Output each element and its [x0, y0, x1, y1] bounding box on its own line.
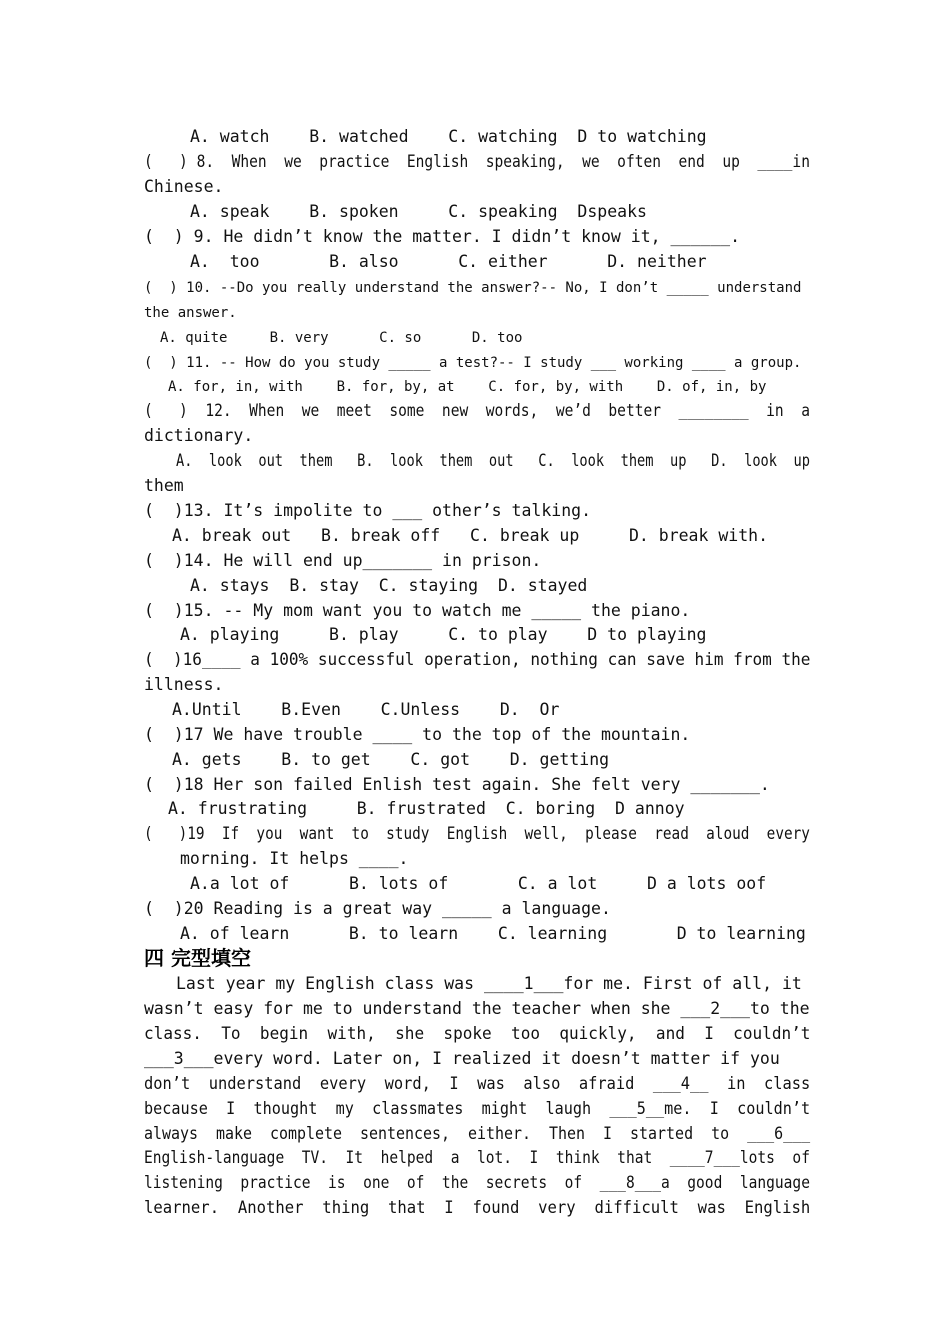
- cloze-line-10: learner. Another thing that I found very difficult was English: [144, 1198, 811, 1217]
- q17-options: A. gets B. to get C. got D. getting: [172, 750, 610, 769]
- q9-stem: ( ) 9. He didn’t know the matter. I didn’t know it, ______.: [144, 227, 741, 246]
- q15-options: A. playing B. play C. to play D to playing: [180, 625, 707, 644]
- q8-stem: ( ) 8. When we practice English speaking, we often end up ____in: [144, 152, 810, 171]
- q12-options-cont: them: [144, 476, 184, 495]
- q12-stem: ( ) 12. When we meet some new words, we’d better ________ in a: [144, 401, 810, 420]
- q15-stem: ( )15. -- My mom want you to watch me _____ the piano.: [144, 601, 691, 620]
- q12-stem-cont: dictionary.: [144, 426, 254, 445]
- q14-stem: ( )14. He will end up_______ in prison.: [144, 551, 542, 570]
- section-heading: 四 完型填空: [144, 946, 251, 970]
- cloze-line-5: don’t understand every word, I was also afraid ___4__ in class: [144, 1074, 811, 1093]
- q9-options: A. too B. also C. either D. neither: [190, 252, 707, 271]
- q8-stem-cont: Chinese.: [144, 177, 224, 196]
- q16-stem: ( )16____ a 100% successful operation, nothing can save him from the: [144, 650, 811, 669]
- q13-options: A. break out B. break off C. break up D. break with.: [172, 526, 769, 545]
- q16-stem-cont: illness.: [144, 675, 224, 694]
- q20-stem: ( )20 Reading is a great way _____ a language.: [144, 899, 611, 918]
- q8-options: A. speak B. spoken C. speaking Dspeaks: [190, 202, 647, 221]
- q18-stem: ( )18 Her son failed Enlish test again. She felt very _______.: [144, 775, 770, 794]
- cloze-line-3: class. To begin with, she spoke too quickly, and I couldn’t: [144, 1024, 811, 1043]
- q10-stem-cont: the answer.: [144, 305, 237, 321]
- cloze-line-1: Last year my English class was ____1___for me. First of all, it: [176, 974, 802, 993]
- q18-options: A. frustrating B. frustrated C. boring D annoy: [168, 799, 685, 818]
- q17-stem: ( )17 We have trouble ____ to the top of the mountain.: [144, 725, 691, 744]
- q10-stem: ( ) 10. --Do you really understand the answer?-- No, I don’t _____ understand: [144, 280, 802, 296]
- q19-stem-cont: morning. It helps ____.: [180, 849, 409, 868]
- cloze-line-6: because I thought my classmates might laugh ___5__me. I couldn’t: [144, 1099, 811, 1118]
- q11-stem: ( ) 11. -- How do you study _____ a test?-- I study ___ working ____ a group.: [144, 355, 802, 371]
- q11-options: A. for, in, with B. for, by, at C. for, by, with D. of, in, by: [168, 379, 767, 395]
- cloze-line-4: ___3___every word. Later on, I realized it doesn’t matter if you: [144, 1049, 780, 1068]
- q10-options: A. quite B. very C. so D. too: [160, 330, 523, 346]
- q19-options: A.a lot of B. lots of C. a lot D a lots oof: [190, 874, 767, 893]
- cloze-line-8: English-language TV. It helped a lot. I think that ____7___lots of: [144, 1148, 810, 1167]
- q13-stem: ( )13. It’s impolite to ___ other’s talking.: [144, 501, 592, 520]
- q7-options: A. watch B. watched C. watching D to watching: [190, 127, 707, 146]
- q16-options: A.Until B.Even C.Unless D. Or: [172, 700, 560, 719]
- q14-options: A. stays B. stay C. staying D. stayed: [190, 576, 588, 595]
- q12-options: A. look out them B. look them out C. look them up D. look up: [176, 451, 810, 470]
- cloze-line-9: listening practice is one of the secrets of ___8___a good language: [144, 1173, 810, 1192]
- q20-options: A. of learn B. to learn C. learning D to learning: [180, 924, 806, 943]
- cloze-line-7: always make complete sentences, either. Then I started to ___6___: [144, 1124, 811, 1143]
- q19-stem: ( )19 If you want to study English well, please read aloud every: [144, 824, 810, 843]
- cloze-line-2: wasn’t easy for me to understand the teacher when she ___2___to the: [144, 999, 810, 1018]
